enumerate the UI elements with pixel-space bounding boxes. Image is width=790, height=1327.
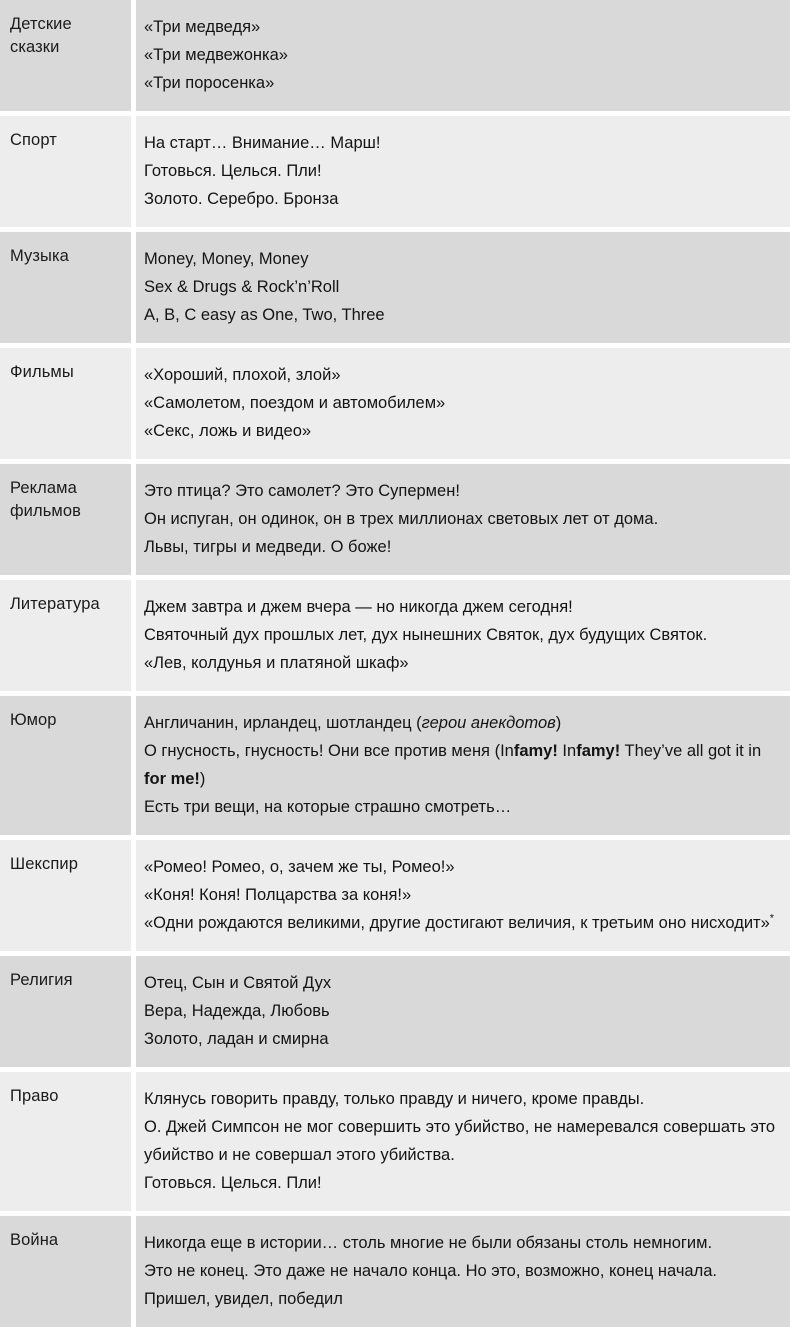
quotes-cell [136, 232, 790, 348]
category-label: Фильмы [10, 363, 74, 381]
category-label: Шекспир [10, 855, 78, 873]
quote-emphasis: герои анекдотов [421, 714, 556, 732]
category-cell [0, 580, 136, 696]
quote-text: In [557, 742, 577, 760]
quotes-cell [136, 696, 790, 840]
quote-text: О гнусность, гнусность! Они все против меня (In [144, 742, 514, 760]
table-row [0, 956, 790, 1072]
category-cell [0, 232, 136, 348]
quote-line: Это не конец. Это даже не начало конца. Но это, возможно, конец начала. [144, 1262, 717, 1280]
table-row [0, 696, 790, 840]
table-row [0, 1216, 790, 1327]
quote-strong: famy! [513, 742, 558, 760]
quote-line: Готовься. Целься. Пли! [144, 1174, 322, 1192]
category-cell [0, 956, 136, 1072]
quote-line: Вера, Надежда, Любовь [144, 1002, 330, 1020]
category-label: Музыка [10, 247, 69, 265]
category-cell [0, 116, 136, 232]
category-label: Детские сказки [10, 15, 72, 56]
quotes-cell [136, 1072, 790, 1216]
quote-text: ) [555, 714, 562, 732]
category-cell [0, 348, 136, 464]
quote-line: Sex & Drugs & Rock’n’Roll [144, 278, 340, 296]
quote-line: Пришел, увидел, победил [144, 1290, 343, 1308]
category-cell [0, 696, 136, 840]
quote-text: They’ve all got it in [620, 742, 762, 760]
quote-line: Золото. Серебро. Бронза [144, 190, 339, 208]
category-label: Война [10, 1231, 59, 1249]
quotes-cell [136, 116, 790, 232]
quote-text: «Одни рождаются великими, другие достигают величия, к третьим оно нисходит» [144, 914, 770, 932]
quote-text: ) [199, 770, 206, 788]
quote-list [136, 116, 790, 227]
quote-line [144, 737, 782, 793]
quote-line: Клянусь говорить правду, только правду и ничего, кроме правды. [144, 1090, 645, 1108]
quote-strong: for me! [144, 770, 200, 788]
quote-line: Святочный дух прошлых лет, дух нынешних Святок, дух будущих Святок. [144, 626, 708, 644]
category-label: Право [10, 1087, 59, 1105]
quote-list [136, 696, 790, 835]
quote-line: A, B, C easy as One, Two, Three [144, 306, 385, 324]
quote-line: Money, Money, Money [144, 250, 309, 268]
quote-list [136, 348, 790, 459]
quote-text: Англичанин, ирландец, шотландец ( [144, 714, 422, 732]
quote-line: Отец, Сын и Святой Дух [144, 974, 332, 992]
category-label: Юмор [10, 711, 57, 729]
quote-line: О. Джей Симпсон не мог совершить это убийство, не намеревался совершать это убийство и не совершал этого убийства. [144, 1118, 776, 1164]
quote-line: Готовься. Целься. Пли! [144, 162, 322, 180]
quote-line: «Самолетом, поездом и автомобилем» [144, 394, 446, 412]
category-cell [0, 840, 136, 956]
quote-list [136, 956, 790, 1067]
quotes-cell [136, 580, 790, 696]
category-cell [0, 464, 136, 580]
quote-line: «Коня! Коня! Полцарства за коня!» [144, 886, 412, 904]
quote-list [136, 580, 790, 691]
quote-line: Он испуган, он одинок, он в трех миллионах световых лет от дома. [144, 510, 659, 528]
category-label: Литература [10, 595, 100, 613]
quote-line [144, 909, 782, 937]
quote-line: «Три поросенка» [144, 74, 275, 92]
category-label: Реклама фильмов [10, 479, 82, 520]
quotes-cell [136, 840, 790, 956]
quote-line: На старт… Внимание… Марш! [144, 134, 381, 152]
quote-line [144, 709, 782, 737]
category-label: Религия [10, 971, 73, 989]
quote-list [136, 840, 790, 951]
table-row [0, 0, 790, 116]
table-row [0, 232, 790, 348]
quote-line: Есть три вещи, на которые страшно смотреть… [144, 798, 512, 816]
quotes-cell [136, 956, 790, 1072]
quote-line: «Три медвежонка» [144, 46, 288, 64]
quote-line: «Ромео! Ромео, о, зачем же ты, Ромео!» [144, 858, 455, 876]
quote-line: Никогда еще в истории… столь многие не были обязаны столь немногим. [144, 1234, 713, 1252]
quotes-cell [136, 464, 790, 580]
quote-line: «Три медведя» [144, 18, 261, 36]
quotes-cell [136, 1216, 790, 1327]
category-cell [0, 0, 136, 116]
quote-list [136, 1216, 790, 1327]
quote-line: «Секс, ложь и видео» [144, 422, 312, 440]
quote-list [136, 1072, 790, 1211]
quote-list [136, 232, 790, 343]
table-row [0, 580, 790, 696]
quotes-cell [136, 348, 790, 464]
footnote-marker: * [769, 912, 775, 925]
table-row [0, 348, 790, 464]
quote-strong: famy! [576, 742, 621, 760]
table-row [0, 840, 790, 956]
table-row [0, 116, 790, 232]
quote-list [136, 464, 790, 575]
quote-line: Джем завтра и джем вчера — но никогда джем сегодня! [144, 598, 573, 616]
category-cell [0, 1072, 136, 1216]
category-label: Спорт [10, 131, 57, 149]
table-row [0, 1072, 790, 1216]
category-cell [0, 1216, 136, 1327]
quote-line: Это птица? Это самолет? Это Супермен! [144, 482, 460, 500]
quote-line: «Хороший, плохой, злой» [144, 366, 341, 384]
quote-line: «Лев, колдунья и платяной шкаф» [144, 654, 409, 672]
quote-line: Золото, ладан и смирна [144, 1030, 329, 1048]
quote-line: Львы, тигры и медведи. О боже! [144, 538, 392, 556]
quotes-cell [136, 0, 790, 116]
quote-list [136, 0, 790, 111]
table-row [0, 464, 790, 580]
